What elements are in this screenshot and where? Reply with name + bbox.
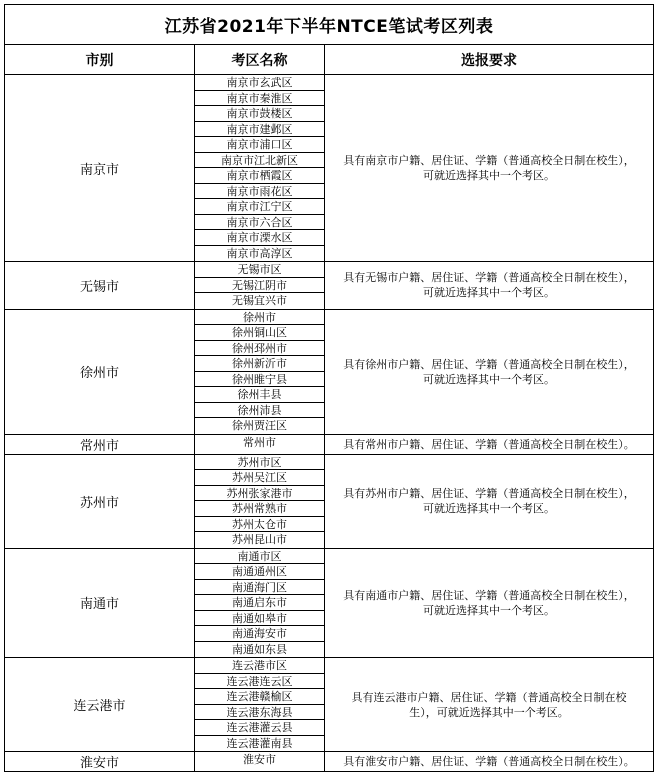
city-cell: 南京市 [5,75,195,261]
area-list [195,310,325,434]
table-header-row [5,45,653,75]
area-list [195,549,325,658]
city-cell: 常州市 [5,435,195,454]
city-cell: 连云港市 [5,658,195,751]
area-list [195,752,325,771]
city-group [5,310,653,435]
header-city: 市别 [5,45,195,74]
header-requirement: 选报要求 [461,52,517,69]
header-area: 考区名称 [195,45,325,74]
area-cell: 南通市区 [195,549,324,565]
requirement-cell [325,310,653,434]
area-cell: 苏州常熟市 [195,501,324,517]
area-cell: 南通海门区 [195,580,324,596]
area-cell: 无锡宜兴市 [232,294,287,307]
requirement-line: 生），可就近选择其中一个考区。 [409,705,569,719]
city-cell: 南通市 [5,549,195,658]
area-cell: 南京市雨花区 [195,184,324,200]
city-cell: 徐州市 [5,310,195,434]
area-cell: 南京市江宁区 [195,199,324,215]
area-cell: 南通如皋市 [195,611,324,627]
area-cell: 南通通州区 [195,564,324,580]
area-cell: 徐州沛县 [195,403,324,419]
area-cell: 南京市建邺区 [195,122,324,138]
requirement-line: 具有连云港市户籍、居住证、学籍（普通高校全日制在校 [351,690,627,704]
area-cell: 无锡江阴市 [195,278,324,294]
area-cell: 南京市鼓楼区 [195,106,324,122]
requirement-line: 可就近选择其中一个考区。 [423,286,555,300]
area-cell: 南京市江北新区 [195,153,324,169]
area-list [195,455,325,548]
area-list [195,262,325,309]
requirement-line: 具有无锡市户籍、居住证、学籍（普通高校全日制在校生）， [343,271,635,285]
table-title: 江苏省2021年下半年NTCE笔试考区列表 [5,5,653,45]
requirement-cell [325,455,653,548]
area-cell: 徐州市 [195,310,324,326]
area-cell: 连云港市区 [195,658,324,674]
area-cell: 南京市六合区 [195,215,324,231]
area-cell: 南京市玄武区 [195,75,324,91]
area-cell: 连云港赣榆区 [195,689,324,705]
area-cell: 无锡市区 [195,262,324,278]
requirement-cell [325,549,653,658]
requirement-line: 具有淮安市户籍、居住证、学籍（普通高校全日制在校生）。 [343,755,635,768]
city-group [5,549,653,659]
area-cell: 南京市栖霞区 [195,168,324,184]
area-cell: 徐州贾汪区 [232,419,287,432]
table-body [5,75,653,771]
area-cell: 南京市浦口区 [195,137,324,153]
requirement-line: 可就近选择其中一个考区。 [423,502,555,515]
requirement-cell [325,75,653,261]
area-cell: 苏州吴江区 [195,470,324,486]
requirement-cell [325,752,653,771]
area-cell: 苏州张家港市 [195,486,324,502]
area-cell: 南通启东市 [195,595,324,611]
area-cell: 徐州丰县 [195,387,324,403]
area-cell: 徐州睢宁县 [195,372,324,388]
area-cell: 徐州新沂市 [195,356,324,372]
area-cell: 连云港灌南县 [226,736,293,750]
city-cell: 无锡市 [5,262,195,309]
exam-area-table [4,4,654,772]
requirement-line: 具有常州市户籍、居住证、学籍（普通高校全日制在校生）。 [343,437,635,451]
area-cell: 苏州昆山市 [232,533,287,546]
requirement-cell [325,262,653,309]
area-cell: 连云港灌云县 [195,720,324,736]
city-group [5,435,653,455]
area-cell: 连云港连云区 [195,674,324,690]
requirement-line: 具有南通市户籍、居住证、学籍（普通高校全日制在校生）， [343,588,635,602]
area-cell: 南通如东县 [232,642,287,656]
area-cell: 苏州太仓市 [195,517,324,533]
requirement-line: 可就近选择其中一个考区。 [423,603,555,617]
area-cell: 徐州铜山区 [195,325,324,341]
area-cell: 南京市溧水区 [195,230,324,246]
city-group [5,658,653,752]
city-cell: 淮安市 [5,752,195,771]
area-cell: 常州市 [243,435,276,449]
area-cell: 南通海安市 [195,626,324,642]
area-cell: 南京市高淳区 [226,246,293,260]
requirement-line: 可就近选择其中一个考区。 [423,372,555,386]
city-group [5,455,653,549]
requirement-line: 具有南京市户籍、居住证、学籍（普通高校全日制在校生）， [343,154,635,167]
city-cell: 苏州市 [5,455,195,548]
area-list [195,75,325,261]
requirement-cell [325,658,653,751]
requirement-line: 具有徐州市户籍、居住证、学籍（普通高校全日制在校生）， [343,357,635,371]
area-list [195,435,325,454]
area-cell: 连云港东海县 [195,705,324,721]
area-cell: 苏州市区 [195,455,324,471]
city-group [5,262,653,310]
area-cell: 淮安市 [243,753,276,766]
city-group [5,752,653,771]
area-list [195,658,325,751]
requirement-line: 可就近选择其中一个考区。 [423,169,555,182]
city-group [5,75,653,262]
requirement-line: 具有苏州市户籍、居住证、学籍（普通高校全日制在校生）， [343,487,635,500]
area-cell: 南京市秦淮区 [195,91,324,107]
area-cell: 徐州邳州市 [195,341,324,357]
requirement-cell [325,435,653,454]
